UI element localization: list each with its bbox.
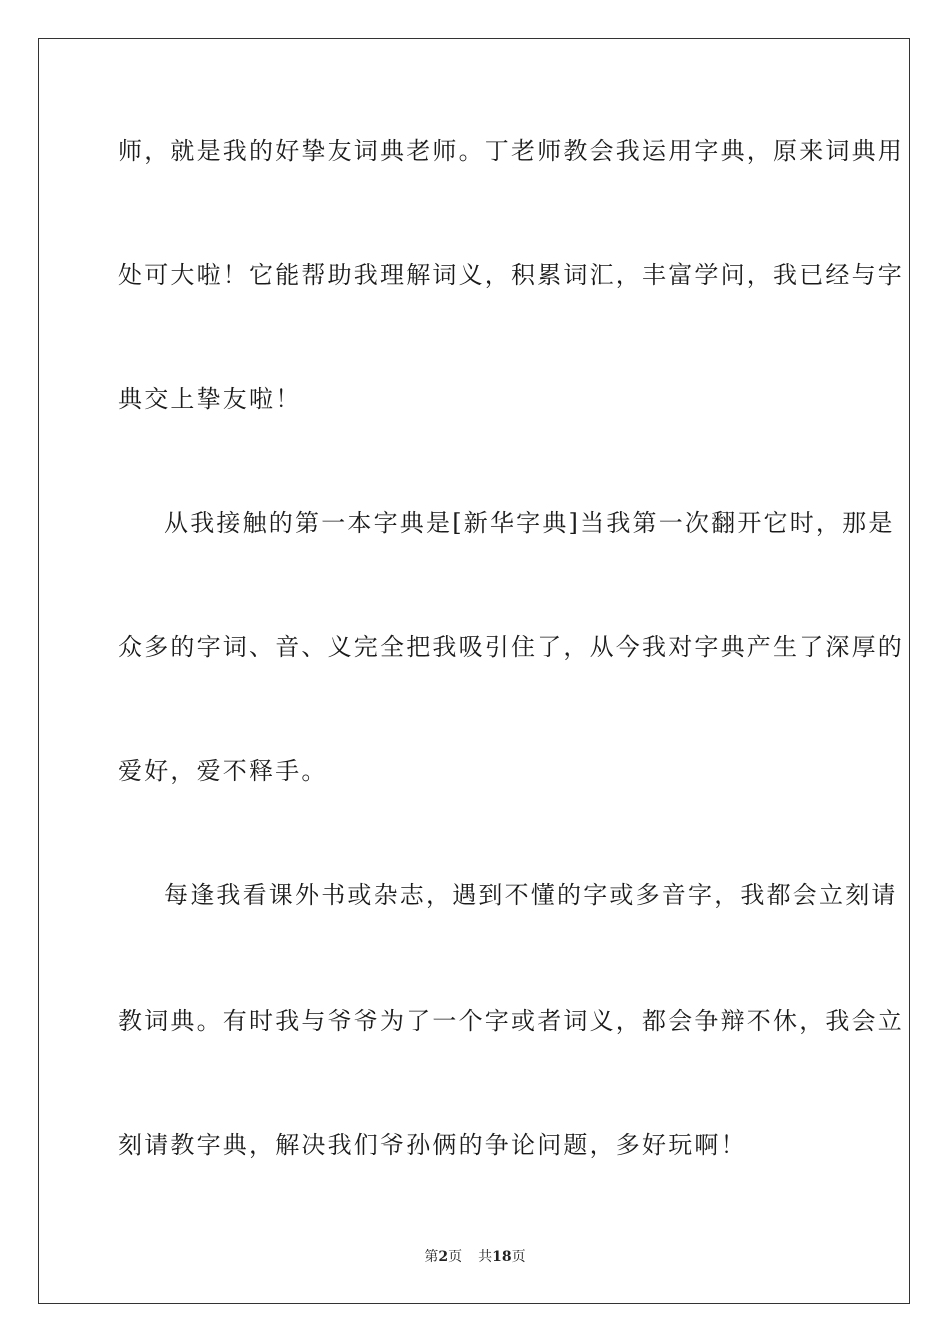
total-suffix: 页 (511, 1249, 526, 1265)
paragraph-3-line-2: 教词典。有时我与爷爷为了一个字或者词义，都会争辩不休，我会立 (118, 1007, 904, 1035)
paragraph-1-line-1: 师，就是我的好挚友词典老师。丁老师教会我运用字典，原来词典用 (118, 137, 904, 165)
page-number: 2 (438, 1249, 449, 1265)
page-border (38, 38, 910, 1304)
total-prefix: 共 (478, 1249, 493, 1265)
paragraph-1-line-2: 处可大啦！它能帮助我理解词义，积累词汇，丰富学问，我已经与字 (118, 261, 904, 289)
paragraph-1-line-3: 典交上挚友啦！ (118, 385, 302, 413)
page-footer (0, 1248, 950, 1266)
paragraph-2-line-2: 众多的字词、音、义完全把我吸引住了，从今我对字典产生了深厚的 (118, 633, 904, 661)
total-pages: 18 (492, 1249, 512, 1265)
page-prefix: 第 (424, 1249, 439, 1265)
paragraph-3-line-1: 每逢我看课外书或杂志，遇到不懂的字或多音字，我都会立刻请 (164, 881, 898, 909)
paragraph-2-line-1: 从我接触的第一本字典是[新华字典]当我第一次翻开它时，那是 (164, 509, 895, 537)
page-suffix: 页 (448, 1249, 463, 1265)
paragraph-2-line-3: 爱好，爱不释手。 (118, 757, 328, 785)
paragraph-3-line-3: 刻请教字典，解决我们爷孙俩的争论问题，多好玩啊！ (118, 1131, 747, 1159)
